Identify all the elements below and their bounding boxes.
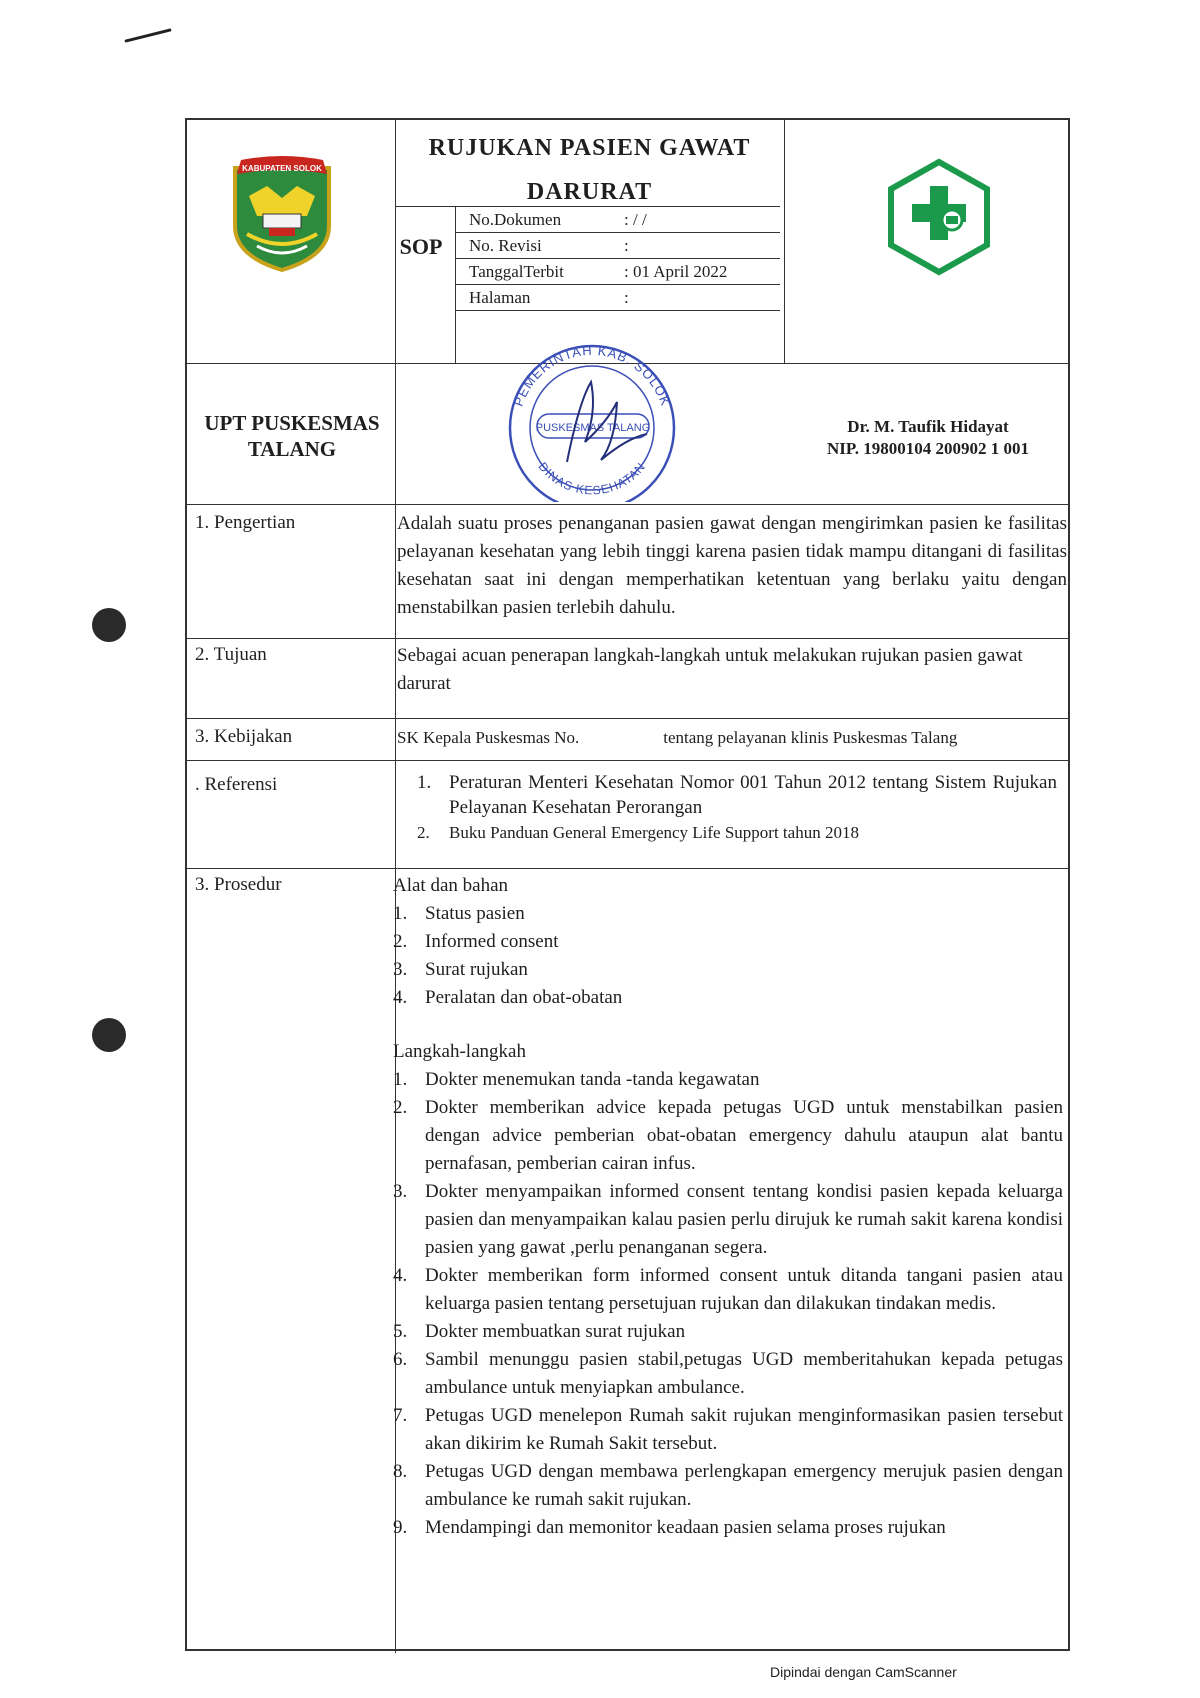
list-number: 9.	[393, 1517, 408, 1538]
list-text: Status pasien	[425, 903, 525, 924]
list-number: 1.	[417, 772, 432, 793]
meta-row-no-dokumen	[469, 208, 647, 232]
list-text: Surat rujukan	[425, 959, 528, 980]
org-line: TALANG	[247, 437, 337, 461]
section-label-kebijakan: 3. Kebijakan	[195, 726, 293, 747]
list-number: 7.	[393, 1405, 408, 1426]
row-divider	[455, 284, 780, 285]
pen-stroke-mark	[124, 28, 171, 43]
list-item	[393, 1346, 1063, 1402]
list-number: 3.	[393, 959, 408, 980]
row-divider	[187, 638, 1068, 639]
svg-text:KABUPATEN SOLOK: KABUPATEN SOLOK	[242, 164, 322, 173]
list-number: 4.	[393, 987, 408, 1008]
section-text-kebijakan	[397, 724, 1067, 752]
kabupaten-solok-logo	[227, 156, 337, 274]
meta-row-halaman	[469, 286, 629, 310]
list-item	[393, 1318, 1063, 1346]
punch-hole	[92, 608, 126, 642]
list-text: Buku Panduan General Emergency Life Support tahun 2018	[449, 823, 859, 842]
sop-document	[185, 118, 1070, 1651]
langkah-list	[393, 1066, 1063, 1542]
meta-value: : 01 April 2022	[624, 262, 728, 281]
list-number: 1.	[393, 903, 408, 924]
list-item	[417, 820, 1057, 845]
list-item	[393, 900, 1063, 928]
row-divider	[187, 718, 1068, 719]
row-divider	[455, 310, 780, 311]
section-label-tujuan: 2. Tujuan	[195, 644, 267, 665]
official-stamp	[497, 342, 687, 502]
row-divider	[455, 258, 780, 259]
list-number: 3.	[393, 1181, 408, 1202]
kebijakan-tentang: tentang pelayanan klinis Puskesmas Talang	[663, 728, 958, 747]
section-text-tujuan: Sebagai acuan penerapan langkah-langkah untuk melakukan rujukan pasien gawat darurat	[397, 645, 1023, 694]
svg-text:PUSKESMAS TALANG: PUSKESMAS TALANG	[535, 422, 651, 434]
signer-block	[784, 416, 1072, 460]
list-text: Dokter menemukan tanda -tanda kegawatan	[425, 1069, 760, 1090]
list-text: Petugas UGD dengan membawa perlengkapan emergency merujuk pasien dengan ambulance ke rumah sakit rujukan.	[425, 1461, 1063, 1510]
row-divider	[187, 504, 1068, 505]
list-number: 2.	[417, 823, 430, 842]
list-text: Petugas UGD menelepon Rumah sakit rujukan menginformasikan pasien tersebut akan dikirim ke Rumah Sakit tersebut.	[425, 1405, 1063, 1454]
list-item	[393, 956, 1063, 984]
kebijakan-sk: SK Kepala Puskesmas No.	[397, 728, 580, 747]
list-item	[393, 1178, 1063, 1262]
list-text: Mendampingi dan memonitor keadaan pasien selama proses rujukan	[425, 1517, 946, 1538]
section-text-prosedur	[393, 872, 1063, 1542]
list-number: 4.	[393, 1265, 408, 1286]
section-label-referensi: . Referensi	[195, 774, 278, 795]
meta-label: TanggalTerbit	[469, 262, 564, 281]
scanner-footer: Dipindai dengan CamScanner	[770, 1664, 957, 1680]
puskesmas-logo	[880, 158, 998, 276]
section-label-prosedur: 3. Prosedur	[195, 874, 282, 895]
meta-label: No.Dokumen	[469, 210, 562, 229]
list-number: 1.	[393, 1069, 408, 1090]
list-text: Dokter membuatkan surat rujukan	[425, 1321, 686, 1342]
section-text-referensi	[417, 770, 1057, 845]
list-item	[393, 1402, 1063, 1458]
list-item	[393, 1458, 1063, 1514]
meta-value: :	[624, 236, 629, 255]
list-number: 8.	[393, 1461, 408, 1482]
org-line: UPT PUSKESMAS	[204, 411, 380, 435]
title-line: DARURAT	[526, 179, 653, 205]
referensi-list	[417, 770, 1057, 845]
title-line: RUJUKAN PASIEN GAWAT	[428, 135, 751, 161]
list-item	[393, 1514, 1063, 1542]
list-item	[393, 1262, 1063, 1318]
section-label-pengertian: 1. Pengertian	[195, 512, 296, 533]
list-item	[393, 1094, 1063, 1178]
list-text: Sambil menunggu pasien stabil,petugas UGD memberitahukan kepada petugas ambulance untuk menyiapkan ambulance.	[425, 1349, 1063, 1398]
list-text: Peraturan Menteri Kesehatan Nomor 001 Tahun 2012 tentang Sistem Rujukan Pelayanan Kesehatan Perorangan	[449, 772, 1057, 818]
alat-list	[393, 900, 1063, 1012]
list-text: Dokter memberikan form informed consent untuk ditanda tangani pasien atau keluarga pasien tentang persetujuan rujukan dan dilakukan tindakan medis.	[425, 1265, 1063, 1314]
signer-nip: NIP. 19800104 200902 1 001	[827, 439, 1029, 458]
langkah-title: Langkah-langkah	[393, 1041, 526, 1062]
svg-text:DINAS KESEHATAN: DINAS KESEHATAN	[535, 459, 649, 498]
meta-row-no-revisi	[469, 234, 629, 258]
row-divider	[187, 760, 1068, 761]
meta-value: : / /	[624, 210, 647, 229]
organization-name	[187, 410, 397, 462]
svg-text:PEMERINTAH KAB. SOLOK: PEMERINTAH KAB. SOLOK	[510, 342, 674, 409]
list-text: Dokter memberikan advice kepada petugas UGD untuk menstabilkan pasien dengan advice pemberian obat-obatan emergency dahulu ataupun alat bantu pernafasan, pemberian cairan infus.	[425, 1097, 1063, 1174]
list-text: Informed consent	[425, 931, 559, 952]
sop-label: SOP	[399, 234, 443, 259]
meta-label: No. Revisi	[469, 236, 542, 255]
punch-hole	[92, 1018, 126, 1052]
list-number: 5.	[393, 1321, 408, 1342]
list-number: 6.	[393, 1349, 408, 1370]
list-item	[417, 770, 1057, 820]
signer-name: Dr. M. Taufik Hidayat	[847, 417, 1009, 436]
list-item	[393, 984, 1063, 1012]
row-divider	[455, 232, 780, 233]
list-number: 2.	[393, 1097, 408, 1118]
section-text-pengertian: Adalah suatu proses penanganan pasien gawat dengan mengirimkan pasien ke fasilitas pelayanan kesehatan yang lebih tinggi karena pasien tidak mampu ditangani di fasilitas kesehatan saat ini dengan memperhatikan ketentuan yang berlaku yaitu dengan menstabilkan pasien terlebih dahulu.	[397, 513, 1067, 618]
document-title	[397, 126, 782, 214]
list-number: 2.	[393, 931, 408, 952]
meta-label: Halaman	[469, 288, 531, 307]
column-divider	[784, 120, 785, 363]
list-text: Peralatan dan obat-obatan	[425, 987, 623, 1008]
list-item	[393, 1066, 1063, 1094]
list-item	[393, 928, 1063, 956]
alat-title: Alat dan bahan	[393, 875, 509, 896]
meta-row-tanggal-terbit	[469, 260, 727, 284]
meta-value: :	[624, 288, 629, 307]
list-text: Dokter menyampaikan informed consent tentang kondisi pasien kepada keluarga pasien dan menyampaikan kalau pasien perlu dirujuk ke rumah sakit karena kondisi pasien yang gawat ,perlu penanganan segera.	[425, 1181, 1063, 1258]
row-divider	[187, 868, 1068, 869]
